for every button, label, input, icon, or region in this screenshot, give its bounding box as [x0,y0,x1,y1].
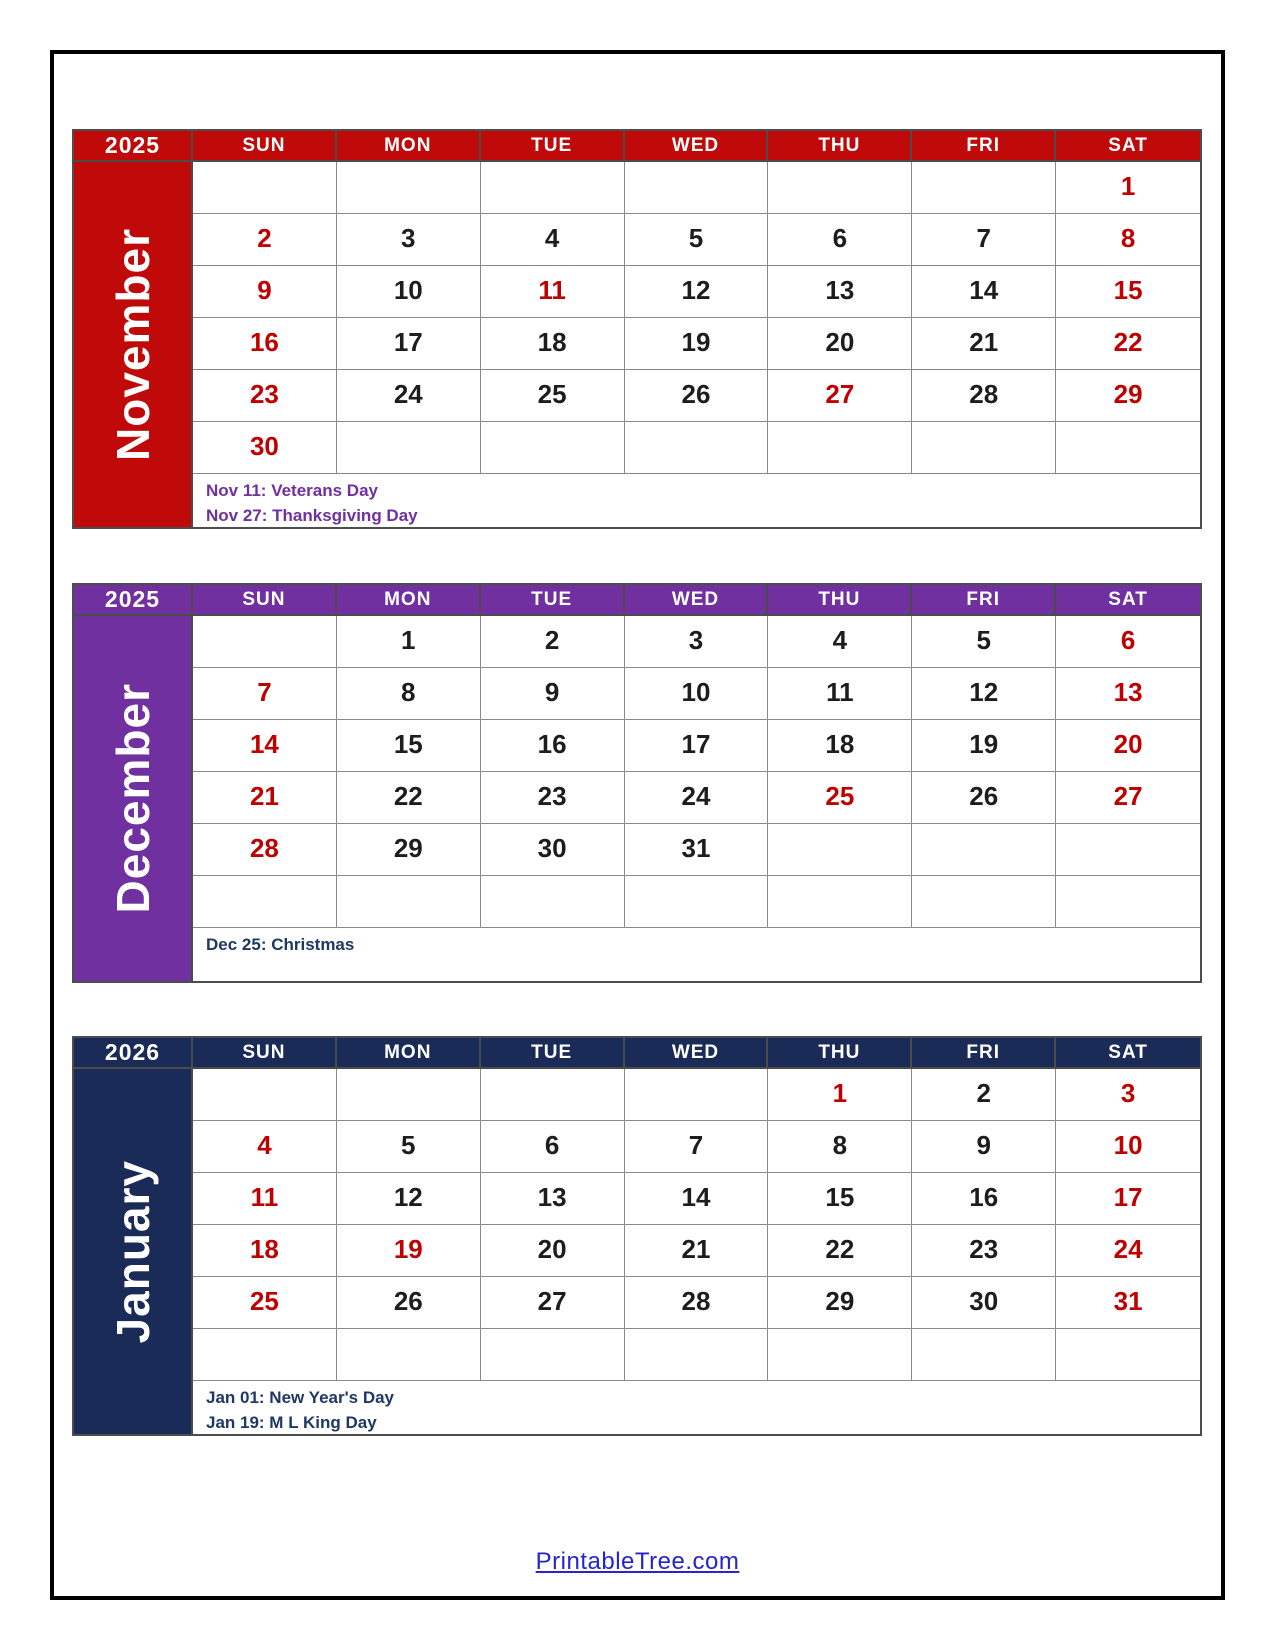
date-cell: 23 [912,1225,1056,1277]
date-cell [1056,1329,1200,1381]
date-cell: 13 [1056,668,1200,720]
day-header-wed: WED [625,1038,769,1069]
date-cell: 9 [193,266,337,318]
date-cell: 29 [1056,370,1200,422]
date-cell [193,876,337,928]
date-cell: 6 [481,1121,625,1173]
day-header-tue: TUE [481,131,625,162]
date-cell: 18 [768,720,912,772]
date-cell: 8 [337,668,481,720]
date-cell: 30 [912,1277,1056,1329]
date-cell: 25 [193,1277,337,1329]
date-cell [768,876,912,928]
date-cell: 20 [481,1225,625,1277]
date-cell: 16 [193,318,337,370]
month-name-vertical: December [106,683,159,914]
date-cell: 1 [337,616,481,668]
date-grid [193,1069,1200,1381]
date-cell: 5 [625,214,769,266]
date-cell: 24 [1056,1225,1200,1277]
day-header-mon: MON [337,585,481,616]
date-cell: 22 [337,772,481,824]
holiday-notes [193,474,1200,527]
date-cell [912,824,1056,876]
date-cell: 19 [625,318,769,370]
date-cell: 10 [1056,1121,1200,1173]
date-cell: 11 [481,266,625,318]
day-header-sun: SUN [193,131,337,162]
day-header-sat: SAT [1056,1038,1200,1069]
day-header-sat: SAT [1056,131,1200,162]
date-cell [193,1069,337,1121]
date-cell: 28 [193,824,337,876]
date-cell [1056,876,1200,928]
date-cell: 26 [337,1277,481,1329]
day-header-thu: THU [768,131,912,162]
date-cell: 17 [337,318,481,370]
date-cell: 4 [768,616,912,668]
year-label: 2026 [74,1038,193,1069]
month-band [74,162,193,527]
holiday-notes [193,1381,1200,1434]
date-cell: 3 [337,214,481,266]
date-cell: 30 [481,824,625,876]
date-cell: 20 [1056,720,1200,772]
date-cell: 17 [1056,1173,1200,1225]
date-cell: 19 [912,720,1056,772]
date-cell: 1 [768,1069,912,1121]
year-label: 2025 [74,585,193,616]
date-cell: 14 [625,1173,769,1225]
year-label: 2025 [74,131,193,162]
date-cell [768,824,912,876]
month-band [74,1069,193,1434]
date-cell: 12 [337,1173,481,1225]
day-header-tue: TUE [481,585,625,616]
day-header-wed: WED [625,585,769,616]
date-cell [337,422,481,474]
date-cell [625,1069,769,1121]
date-cell: 25 [481,370,625,422]
printabletree-link[interactable]: PrintableTree.com [535,1548,740,1575]
date-cell: 20 [768,318,912,370]
date-cell: 28 [625,1277,769,1329]
date-cell: 2 [481,616,625,668]
date-cell: 13 [481,1173,625,1225]
date-cell: 12 [625,266,769,318]
day-header-sat: SAT [1056,585,1200,616]
date-cell: 23 [193,370,337,422]
date-cell: 23 [481,772,625,824]
page-footer [0,1548,1275,1576]
date-cell [912,422,1056,474]
november-header-row [74,131,1200,162]
date-cell: 21 [193,772,337,824]
date-cell [337,876,481,928]
date-cell [625,1329,769,1381]
date-cell: 17 [625,720,769,772]
date-cell: 15 [768,1173,912,1225]
month-band [74,616,193,981]
date-cell: 19 [337,1225,481,1277]
date-cell: 2 [912,1069,1056,1121]
date-cell: 12 [912,668,1056,720]
date-cell [481,1329,625,1381]
date-cell: 21 [625,1225,769,1277]
date-cell [1056,422,1200,474]
date-cell [481,162,625,214]
day-header-sun: SUN [193,1038,337,1069]
date-cell: 9 [481,668,625,720]
month-name-vertical: January [106,1159,159,1344]
date-cell [1056,824,1200,876]
day-header-fri: FRI [912,131,1056,162]
date-cell: 27 [1056,772,1200,824]
date-cell: 2 [193,214,337,266]
date-cell: 6 [768,214,912,266]
day-header-fri: FRI [912,585,1056,616]
date-cell: 14 [193,720,337,772]
day-header-sun: SUN [193,585,337,616]
date-cell: 18 [481,318,625,370]
date-cell [912,876,1056,928]
holiday-note: Jan 19: M L King Day [206,1412,377,1432]
holiday-note: Jan 01: New Year's Day [206,1388,395,1407]
date-cell: 15 [337,720,481,772]
date-cell: 16 [912,1173,1056,1225]
date-cell [768,162,912,214]
date-cell: 26 [625,370,769,422]
december-header-row [74,585,1200,616]
date-cell: 16 [481,720,625,772]
calendar-december-2025 [72,583,1202,983]
date-cell [481,422,625,474]
date-cell [625,876,769,928]
date-cell [768,1329,912,1381]
day-header-wed: WED [625,131,769,162]
date-cell [193,1329,337,1381]
date-cell: 10 [625,668,769,720]
date-cell: 26 [912,772,1056,824]
date-cell: 21 [912,318,1056,370]
date-cell: 5 [912,616,1056,668]
holiday-notes [193,928,1200,981]
holiday-note: Nov 11: Veterans Day [206,481,378,500]
date-cell: 9 [912,1121,1056,1173]
date-cell [481,876,625,928]
holiday-note: Dec 25: Christmas [206,935,355,954]
date-grid [193,616,1200,928]
date-cell: 14 [912,266,1056,318]
date-cell: 27 [481,1277,625,1329]
day-header-fri: FRI [912,1038,1056,1069]
date-cell [481,1069,625,1121]
calendar-november-2025 [72,129,1202,529]
date-cell: 24 [625,772,769,824]
date-cell: 3 [1056,1069,1200,1121]
date-cell: 7 [193,668,337,720]
date-cell [625,422,769,474]
date-cell [912,1329,1056,1381]
date-cell: 25 [768,772,912,824]
date-cell: 8 [1056,214,1200,266]
date-cell: 3 [625,616,769,668]
date-cell: 11 [193,1173,337,1225]
date-cell [193,162,337,214]
date-cell [768,422,912,474]
date-cell [337,162,481,214]
date-cell: 8 [768,1121,912,1173]
date-grid [193,162,1200,474]
date-cell [337,1329,481,1381]
day-header-tue: TUE [481,1038,625,1069]
date-cell: 24 [337,370,481,422]
date-cell [337,1069,481,1121]
date-cell: 5 [337,1121,481,1173]
date-cell: 22 [1056,318,1200,370]
date-cell: 4 [481,214,625,266]
holiday-note: Nov 27: Thanksgiving Day [206,505,418,525]
date-cell: 29 [337,824,481,876]
date-cell: 6 [1056,616,1200,668]
date-cell: 15 [1056,266,1200,318]
date-cell: 22 [768,1225,912,1277]
date-cell: 31 [1056,1277,1200,1329]
date-cell: 7 [625,1121,769,1173]
calendar-january-2026 [72,1036,1202,1436]
date-cell: 31 [625,824,769,876]
date-cell: 18 [193,1225,337,1277]
day-header-thu: THU [768,1038,912,1069]
day-header-mon: MON [337,131,481,162]
date-cell: 10 [337,266,481,318]
month-name-vertical: November [106,228,159,461]
date-cell: 28 [912,370,1056,422]
day-header-thu: THU [768,585,912,616]
date-cell: 7 [912,214,1056,266]
date-cell: 30 [193,422,337,474]
date-cell: 29 [768,1277,912,1329]
date-cell: 11 [768,668,912,720]
date-cell [193,616,337,668]
date-cell [912,162,1056,214]
date-cell: 1 [1056,162,1200,214]
date-cell [625,162,769,214]
date-cell: 13 [768,266,912,318]
day-header-mon: MON [337,1038,481,1069]
date-cell: 4 [193,1121,337,1173]
january-header-row [74,1038,1200,1069]
date-cell: 27 [768,370,912,422]
